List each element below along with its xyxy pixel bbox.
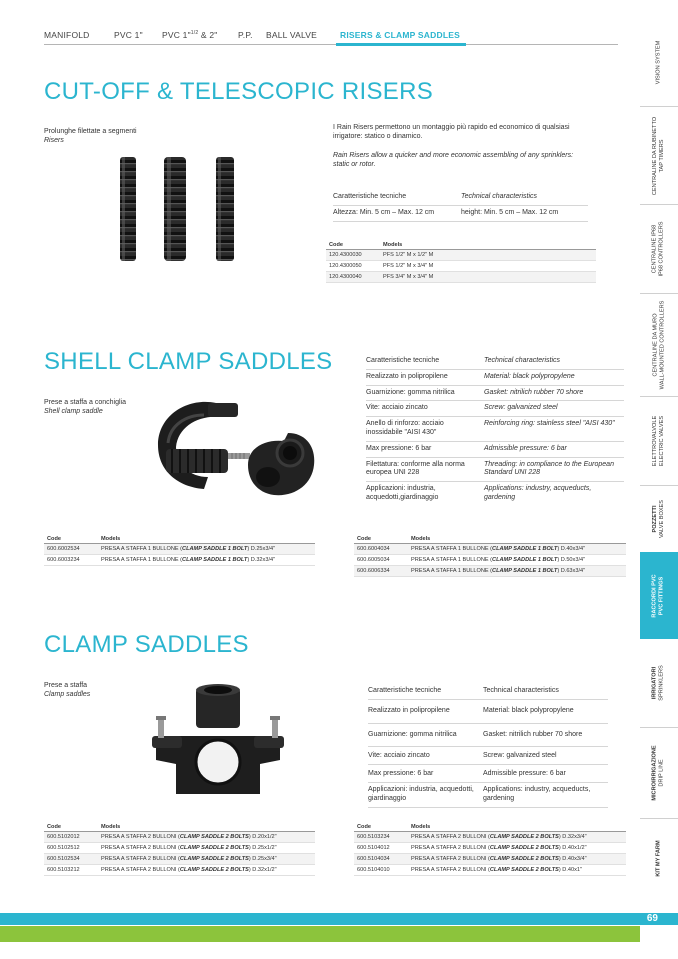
shell-spec-table: Caratteristiche tecniche Technical characteristics Realizzato in polipropilene Material: black polypropylene Guarnizione: gomma nitrilica Gasket: nitrilich rubber 70 shore Vite: acciaio zincato Screw: galvanized steel Anello di rinforzo: acciaio inossidabile "AISI 430" Reinforcing ring: stainless steel "AISI 430" Max pressione: 6 bar Admissible pressure: 6 bar Filettatura: conforme alla norma europea UNI 228 Threading: in compliance to the European Standard UNI 228 Applicazioni: industria, acquedotti,giardinaggio Applications: industry, acqueducts, gardening xyxy=(366,354,624,506)
side-tab-ip68-controllers[interactable]: CENTRALINE IP68 IP68 CONTROLLERS xyxy=(652,221,665,277)
table-row: 600.5104010 PRESA A STAFFA 2 BULLONI (CLAMP SADDLE 2 BOLTS) D.40x1" xyxy=(354,865,626,876)
nav-active-indicator xyxy=(336,43,466,46)
risers-label: Prolunghe filettate a segmenti Risers xyxy=(44,128,137,144)
risers-code-table: Code Models 120.4300030 PFS 1/2" M x 1/2" M 120.4300050 PFS 1/2" M x 3/4" M 120.4300040 PFS 3/4" M x 3/4" M xyxy=(326,240,596,283)
table-row: 600.5102534 PRESA A STAFFA 2 BULLONI (CLAMP SADDLE 2 BOLTS) D.25x3/4" xyxy=(44,854,315,865)
side-tab-sprinklers[interactable]: IRRIGATORI SPRINKLERS xyxy=(651,665,665,701)
table-row: 600.5102512 PRESA A STAFFA 2 BULLONI (CLAMP SADDLE 2 BOLTS) D.25x1/2" xyxy=(44,843,315,854)
nav-pvc-1-half-2[interactable]: PVC 1"$^{1/2}$ & 2" xyxy=(162,30,218,40)
clamp-code-table-left: Code Models 600.5102012 PRESA A STAFFA 2 BULLONI (CLAMP SADDLE 2 BOLTS) D.20x1/2" 600.5102512 PRESA A STAFFA 2 BULLONI (CLAMP SADDLE 2 BOLTS) D.25x1/2" 600.5102534 PRESA A STAFFA 2 BULLONI (CLAMP SADDLE 2 BOLTS) D.25x3/4" 600.5103212 PRESA A STAFFA 2 BULLONI (CLAMP SADDLE 2 BOLTS) D.32x1/2" xyxy=(44,822,315,876)
nav-manifold[interactable]: MANIFOLD xyxy=(44,30,90,40)
table-row: 120.4300030 PFS 1/2" M x 1/2" M xyxy=(326,250,596,261)
footer-green-bar xyxy=(0,926,640,942)
clamp-label: Prese a staffa Clamp saddles xyxy=(44,682,91,698)
table-row: 120.4300050 PFS 1/2" M x 3/4" M xyxy=(326,261,596,272)
side-tab-pvc-fittings[interactable]: RACCORDI PVC PVC FITTINGS xyxy=(640,552,678,639)
shell-code-table-right: Code Models 600.6004034 PRESA A STAFFA 1 BULLONE (CLAMP SADDLE 1 BOLT) D.40x3/4" 600.6005034 PRESA A STAFFA 1 BULLONE (CLAMP SADDLE 1 BOLT) D.50x3/4" 600.6006334 PRESA A STAFFA 1 BULLONE (CLAMP SADDLE 1 BOLT) D.63x3/4" xyxy=(354,534,626,577)
clamp-title: CLAMP SADDLES xyxy=(44,631,249,658)
table-row: 600.6004034 PRESA A STAFFA 1 BULLONE (CLAMP SADDLE 1 BOLT) D.40x3/4" xyxy=(354,544,626,555)
risers-spec-table: Caratteristiche tecniche Technical characteristics Altezza: Min. 5 cm – Max. 12 cm height: Min. 5 cm – Max. 12 cm xyxy=(333,190,588,222)
table-row: 600.5102012 PRESA A STAFFA 2 BULLONI (CLAMP SADDLE 2 BOLTS) D.20x1/2" xyxy=(44,832,315,843)
clamp-code-table-right: Code Models 600.5103234 PRESA A STAFFA 2 BULLONI (CLAMP SADDLE 2 BOLTS) D.32x3/4" 600.5104012 PRESA A STAFFA 2 BULLONI (CLAMP SADDLE 2 BOLTS) D.40x1/2" 600.5104034 PRESA A STAFFA 2 BULLONI (CLAMP SADDLE 2 BOLTS) D.40x3/4" 600.5104010 PRESA A STAFFA 2 BULLONI (CLAMP SADDLE 2 BOLTS) D.40x1" xyxy=(354,822,626,876)
table-row: 600.5104012 PRESA A STAFFA 2 BULLONI (CLAMP SADDLE 2 BOLTS) D.40x1/2" xyxy=(354,843,626,854)
clamp-spec-table: Caratteristiche tecniche Technical characteristics Realizzato in polipropilene Material: black polypropylene Guarnizione: gomma nitrilica Gasket: nitrilich rubber 70 shore Vite: acciaio zincato Screw: galvanized steel Max pressione: 6 bar Admissible pressure: 6 bar Applicazioni: industria, acquedotti, giardinaggio Applications: industry, acqueducts, gardening xyxy=(368,684,608,808)
risers-title: CUT-OFF & TELESCOPIC RISERS xyxy=(44,78,434,105)
shell-clamp-image xyxy=(148,385,320,505)
table-row: 600.6003234 PRESA A STAFFA 1 BULLONE (CLAMP SADDLE 1 BOLT) D.32x3/4" xyxy=(44,555,315,566)
top-navigation xyxy=(44,29,618,45)
risers-description-it: I Rain Risers permettono un montaggio più rapido ed economico di qualsiasi irrigatore: statico o dinamico. xyxy=(333,124,570,141)
risers-image xyxy=(112,155,252,265)
table-row: 600.5104034 PRESA A STAFFA 2 BULLONI (CLAMP SADDLE 2 BOLTS) D.40x3/4" xyxy=(354,854,626,865)
footer-accent-bar xyxy=(0,913,678,925)
clamp-saddle-image xyxy=(148,682,288,800)
table-row: 600.6006334 PRESA A STAFFA 1 BULLONE (CLAMP SADDLE 1 BOLT) D.63x3/4" xyxy=(354,566,626,577)
side-tab-kit-my-farm[interactable]: KIT MY FARM xyxy=(655,839,662,877)
table-row: 600.6005034 PRESA A STAFFA 1 BULLONE (CLAMP SADDLE 1 BOLT) D.50x3/4" xyxy=(354,555,626,566)
shell-clamp-open xyxy=(158,402,250,489)
side-tab-vision-system[interactable]: VISION SYSTEM xyxy=(655,40,662,84)
side-tab-electric-valves[interactable]: ELETTROVALVOLE ELECTRIC VALVES xyxy=(652,415,665,467)
page-number: 69 xyxy=(646,913,658,924)
table-row: 600.5103212 PRESA A STAFFA 2 BULLONI (CLAMP SADDLE 2 BOLTS) D.32x1/2" xyxy=(44,865,315,876)
shell-title: SHELL CLAMP SADDLES xyxy=(44,348,333,375)
shell-label: Prese a staffa a conchiglia Shell clamp saddle xyxy=(44,399,126,415)
side-tab-wall-mounted-controllers[interactable]: CENTRALINE DA MURO WALL-MOUNTED CONTROLLERS xyxy=(652,300,665,390)
shell-clamp-closed xyxy=(248,433,314,495)
risers-description-en: Rain Risers allow a quicker and more economic assembling of any sprinklers: static or rotor. xyxy=(333,152,574,169)
nav-ball-valve[interactable]: BALL VALVE xyxy=(266,30,317,40)
side-tab-tap-timers[interactable]: CENTRALINE DA RUBINETTO TAP TIMERS xyxy=(652,116,666,195)
nav-divider xyxy=(44,44,618,45)
side-tab-valve-boxes[interactable]: POZZETTI VALVE BOXES xyxy=(652,499,666,539)
table-row: 600.5103234 PRESA A STAFFA 2 BULLONI (CLAMP SADDLE 2 BOLTS) D.32x3/4" xyxy=(354,832,626,843)
shell-code-table-left: Code Models 600.6002534 PRESA A STAFFA 1 BULLONE (CLAMP SADDLE 1 BOLT) D.25x3/4" 600.6003234 PRESA A STAFFA 1 BULLONE (CLAMP SADDLE 1 BOLT) D.32x3/4" xyxy=(44,534,315,566)
riser-2 xyxy=(164,157,186,261)
side-tab-drip-line[interactable]: MICROIRRIGAZIONE DRIP LINE xyxy=(652,745,666,801)
riser-1 xyxy=(120,157,136,261)
nav-pp[interactable]: P.P. xyxy=(238,30,253,40)
nav-risers-clamp-saddles[interactable]: RISERS & CLAMP SADDLES xyxy=(340,30,460,40)
nav-pvc-1[interactable]: PVC 1" xyxy=(114,30,143,40)
riser-3 xyxy=(216,157,234,261)
table-row: 600.6002534 PRESA A STAFFA 1 BULLONE (CLAMP SADDLE 1 BOLT) D.25x3/4" xyxy=(44,544,315,555)
table-row: 120.4300040 PFS 3/4" M x 3/4" M xyxy=(326,272,596,283)
side-tab-bar xyxy=(640,18,678,898)
